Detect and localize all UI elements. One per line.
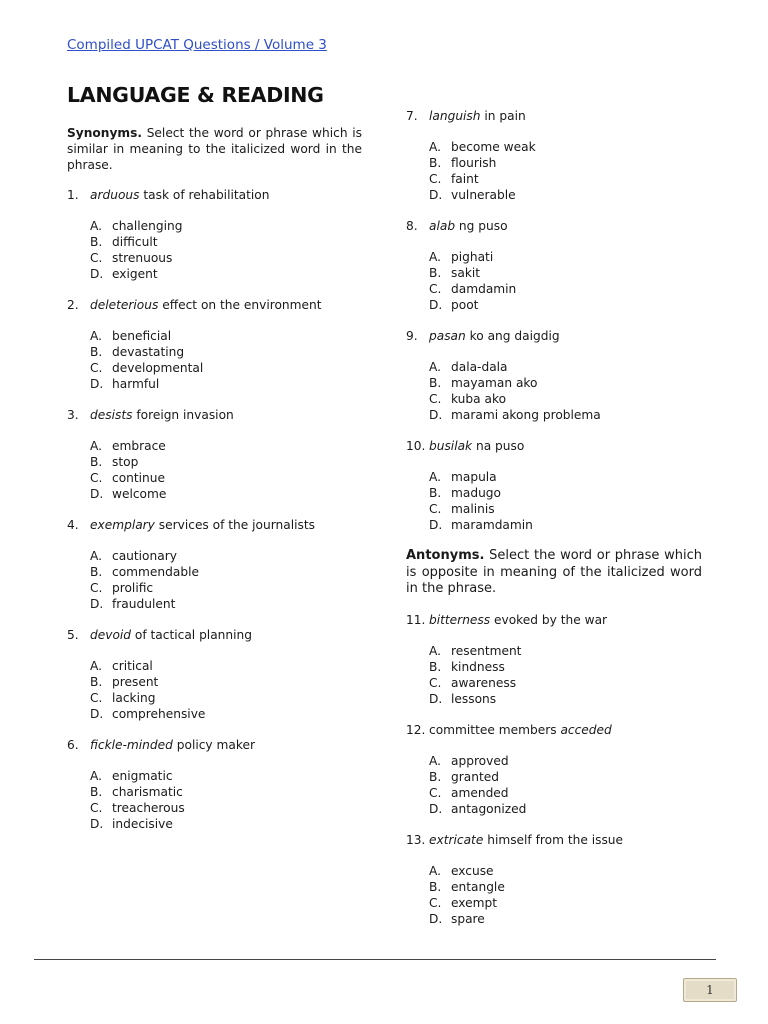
- question-stem: [406, 612, 702, 628]
- question-italic-term: busilak: [429, 439, 473, 453]
- choice-text: present: [112, 675, 159, 689]
- answer-choice: [90, 234, 362, 250]
- answer-choice: [90, 360, 362, 376]
- question-text: [90, 187, 269, 203]
- choice-letter: A.: [429, 863, 441, 878]
- question-item: [67, 407, 362, 502]
- choice-text: sakit: [451, 266, 481, 280]
- question-suffix: himself from the issue: [483, 832, 624, 847]
- question-italic-term: pasan: [429, 329, 466, 343]
- choice-letter: C.: [429, 895, 442, 910]
- choice-letter: A.: [90, 219, 102, 233]
- choice-text: welcome: [112, 487, 167, 501]
- synonyms-heading: Synonyms.: [67, 126, 142, 140]
- answer-choice: [90, 548, 362, 564]
- question-item: [406, 612, 702, 707]
- choice-letter: B.: [429, 376, 442, 390]
- choice-letter: A.: [90, 329, 102, 343]
- question-italic-term: desists: [90, 408, 133, 422]
- choice-text: comprehensive: [112, 707, 206, 721]
- choice-letter: D.: [429, 801, 443, 816]
- choice-letter: A.: [90, 659, 102, 673]
- choice-letter: C.: [90, 691, 103, 705]
- choice-letter: B.: [429, 486, 442, 500]
- choice-text: fraudulent: [112, 597, 176, 611]
- choice-text: commendable: [112, 565, 199, 579]
- choice-text: faint: [451, 172, 479, 186]
- question-suffix: services of the journalists: [154, 518, 315, 532]
- choice-letter: A.: [429, 470, 441, 484]
- choice-letter: A.: [90, 769, 102, 783]
- question-list-right-top: [406, 108, 702, 533]
- choice-letter: C.: [90, 581, 103, 595]
- footer-divider: [34, 959, 716, 960]
- choice-list: [67, 548, 362, 612]
- choice-list: [406, 249, 702, 313]
- choice-text: developmental: [112, 361, 204, 375]
- choice-letter: A.: [90, 549, 102, 563]
- antonyms-instruction-text: Select the word or phrase which is opposite in meaning of the italicized word in the phrase.: [406, 548, 702, 596]
- choice-text: awareness: [451, 675, 517, 690]
- choice-list: [406, 753, 702, 817]
- question-stem: [406, 218, 702, 234]
- question-list-right-bottom: [406, 612, 702, 927]
- question-italic-term: deleterious: [90, 298, 159, 312]
- question-text: [429, 328, 560, 344]
- choice-text: enigmatic: [112, 769, 173, 783]
- answer-choice: [429, 391, 702, 407]
- choice-letter: B.: [429, 659, 442, 674]
- answer-choice: [90, 580, 362, 596]
- question-number: 5.: [67, 628, 79, 642]
- choice-text: challenging: [112, 219, 183, 233]
- choice-text: vulnerable: [451, 188, 516, 202]
- choice-letter: C.: [90, 471, 103, 485]
- choice-list: [406, 863, 702, 927]
- answer-choice: [429, 691, 702, 707]
- question-item: [406, 108, 702, 203]
- question-stem: [67, 187, 362, 203]
- question-item: [67, 297, 362, 392]
- answer-choice: [429, 139, 702, 155]
- answer-choice: [90, 706, 362, 722]
- choice-text: strenuous: [112, 251, 173, 265]
- answer-choice: [429, 485, 702, 501]
- choice-letter: A.: [429, 140, 441, 154]
- answer-choice: [429, 895, 702, 911]
- choice-text: flourish: [451, 156, 497, 170]
- choice-letter: D.: [429, 518, 443, 532]
- question-stem: [67, 407, 362, 423]
- question-number: 4.: [67, 518, 79, 532]
- synonyms-instructions: [67, 125, 362, 173]
- question-suffix: effect on the environment: [158, 298, 322, 312]
- question-item: [67, 627, 362, 722]
- answer-choice: [90, 674, 362, 690]
- choice-letter: D.: [429, 188, 443, 202]
- answer-choice: [429, 187, 702, 203]
- question-stem: [406, 438, 702, 454]
- question-suffix: ko ang daigdig: [465, 329, 560, 343]
- answer-choice: [429, 155, 702, 171]
- choice-letter: B.: [90, 565, 103, 579]
- choice-text: madugo: [451, 486, 501, 500]
- choice-letter: B.: [429, 879, 442, 894]
- choice-letter: D.: [90, 267, 104, 281]
- answer-choice: [90, 596, 362, 612]
- choice-letter: A.: [429, 753, 441, 768]
- choice-text: mapula: [451, 470, 497, 484]
- answer-choice: [429, 769, 702, 785]
- question-stem: [67, 297, 362, 313]
- answer-choice: [90, 344, 362, 360]
- choice-text: lacking: [112, 691, 156, 705]
- choice-letter: C.: [429, 172, 442, 186]
- answer-choice: [90, 454, 362, 470]
- header-volume-link[interactable]: Compiled UPCAT Questions / Volume 3: [67, 37, 327, 53]
- choice-text: resentment: [451, 643, 522, 658]
- choice-letter: D.: [429, 408, 443, 422]
- choice-text: exigent: [112, 267, 158, 281]
- question-italic-term: acceded: [560, 722, 612, 737]
- question-italic-term: extricate: [429, 832, 484, 847]
- choice-text: kindness: [451, 659, 505, 674]
- question-number: 10.: [406, 439, 426, 453]
- question-text: [429, 832, 623, 848]
- question-number: 1.: [67, 188, 79, 202]
- question-number: 7.: [406, 109, 418, 123]
- question-item: [406, 218, 702, 313]
- antonyms-heading: Antonyms.: [406, 548, 485, 563]
- choice-text: exempt: [451, 895, 498, 910]
- choice-text: pighati: [451, 250, 494, 264]
- choice-text: dala-dala: [451, 360, 508, 374]
- choice-text: malinis: [451, 502, 495, 516]
- choice-text: indecisive: [112, 817, 173, 831]
- choice-text: embrace: [112, 439, 166, 453]
- question-stem: [67, 627, 362, 643]
- question-italic-term: fickle-minded: [90, 738, 173, 752]
- choice-list: [67, 658, 362, 722]
- choice-list: [406, 139, 702, 203]
- choice-letter: D.: [90, 707, 104, 721]
- choice-text: lessons: [451, 691, 497, 706]
- choice-list: [406, 469, 702, 533]
- question-text: [90, 737, 255, 753]
- answer-choice: [429, 265, 702, 281]
- page-number-badge: 1: [683, 978, 737, 1002]
- question-italic-term: arduous: [90, 188, 140, 202]
- antonyms-instructions: [406, 548, 702, 598]
- choice-letter: D.: [90, 817, 104, 831]
- question-item: [406, 328, 702, 423]
- choice-text: mayaman ako: [451, 376, 538, 390]
- choice-letter: D.: [429, 298, 443, 312]
- answer-choice: [90, 690, 362, 706]
- answer-choice: [429, 359, 702, 375]
- choice-list: [67, 218, 362, 282]
- question-stem: [67, 737, 362, 753]
- choice-text: antagonized: [451, 801, 527, 816]
- choice-text: kuba ako: [451, 392, 507, 406]
- choice-text: marami akong problema: [451, 408, 601, 422]
- answer-choice: [429, 501, 702, 517]
- answer-choice: [90, 470, 362, 486]
- choice-text: devastating: [112, 345, 185, 359]
- answer-choice: [90, 564, 362, 580]
- answer-choice: [429, 911, 702, 927]
- choice-text: poot: [451, 298, 479, 312]
- choice-text: become weak: [451, 140, 536, 154]
- answer-choice: [429, 171, 702, 187]
- choice-letter: B.: [90, 675, 103, 689]
- answer-choice: [90, 438, 362, 454]
- question-suffix: evoked by the war: [490, 612, 608, 627]
- question-italic-term: exemplary: [90, 518, 155, 532]
- choice-text: amended: [451, 785, 509, 800]
- question-text: [429, 218, 508, 234]
- choice-letter: B.: [429, 156, 442, 170]
- choice-letter: D.: [90, 487, 104, 501]
- choice-text: maramdamin: [451, 518, 533, 532]
- answer-choice: [429, 643, 702, 659]
- answer-choice: [90, 658, 362, 674]
- answer-choice: [429, 753, 702, 769]
- choice-text: granted: [451, 769, 499, 784]
- question-suffix: task of rehabilitation: [139, 188, 270, 202]
- question-italic-term: bitterness: [429, 612, 491, 627]
- question-number: 13.: [406, 832, 426, 847]
- question-suffix: ng puso: [455, 219, 508, 233]
- choice-text: treacherous: [112, 801, 185, 815]
- choice-letter: A.: [429, 360, 441, 374]
- left-column: [67, 125, 362, 847]
- question-item: [67, 737, 362, 832]
- answer-choice: [90, 376, 362, 392]
- choice-text: harmful: [112, 377, 160, 391]
- choice-text: entangle: [451, 879, 505, 894]
- question-suffix: of tactical planning: [131, 628, 252, 642]
- answer-choice: [90, 784, 362, 800]
- question-number: 8.: [406, 219, 418, 233]
- choice-text: prolific: [112, 581, 154, 595]
- choice-list: [67, 328, 362, 392]
- answer-choice: [429, 375, 702, 391]
- question-text: [429, 612, 607, 628]
- choice-letter: B.: [429, 266, 442, 280]
- question-stem: [67, 517, 362, 533]
- question-item: [67, 187, 362, 282]
- choice-text: approved: [451, 753, 509, 768]
- choice-letter: A.: [429, 643, 441, 658]
- question-number: 3.: [67, 408, 79, 422]
- choice-letter: D.: [429, 911, 443, 926]
- question-suffix: na puso: [472, 439, 525, 453]
- choice-text: beneficial: [112, 329, 172, 343]
- question-number: 9.: [406, 329, 418, 343]
- choice-text: cautionary: [112, 549, 177, 563]
- question-stem: [406, 108, 702, 124]
- choice-letter: C.: [429, 785, 442, 800]
- question-text: [90, 517, 315, 533]
- choice-letter: D.: [429, 691, 443, 706]
- question-stem: [406, 328, 702, 344]
- answer-choice: [429, 785, 702, 801]
- question-stem: [406, 722, 702, 738]
- choice-letter: B.: [90, 455, 103, 469]
- question-text: [90, 407, 234, 423]
- question-item: [406, 438, 702, 533]
- answer-choice: [429, 879, 702, 895]
- question-item: [406, 832, 702, 927]
- answer-choice: [90, 266, 362, 282]
- answer-choice: [90, 328, 362, 344]
- choice-list: [67, 768, 362, 832]
- question-italic-term: devoid: [90, 628, 132, 642]
- question-italic-term: languish: [429, 109, 481, 123]
- question-suffix: policy maker: [172, 738, 255, 752]
- choice-letter: C.: [90, 251, 103, 265]
- choice-letter: A.: [429, 250, 441, 264]
- synonyms-instruction-text: Select the word or phrase which is similar in meaning to the italicized word in the phrase.: [67, 126, 362, 172]
- question-stem: [406, 832, 702, 848]
- choice-letter: C.: [429, 282, 442, 296]
- choice-letter: A.: [90, 439, 102, 453]
- answer-choice: [429, 675, 702, 691]
- answer-choice: [429, 297, 702, 313]
- answer-choice: [90, 800, 362, 816]
- question-suffix: in pain: [480, 109, 526, 123]
- answer-choice: [429, 249, 702, 265]
- choice-letter: B.: [90, 785, 103, 799]
- choice-text: continue: [112, 471, 165, 485]
- choice-letter: B.: [90, 345, 103, 359]
- choice-list: [67, 438, 362, 502]
- choice-letter: B.: [90, 235, 103, 249]
- answer-choice: [90, 218, 362, 234]
- question-text: [429, 438, 524, 454]
- page-title: LANGUAGE & READING: [67, 83, 324, 107]
- question-text: [429, 108, 526, 124]
- question-italic-term: alab: [429, 219, 456, 233]
- question-suffix: foreign invasion: [132, 408, 234, 422]
- question-number: 11.: [406, 612, 426, 627]
- choice-letter: C.: [429, 675, 442, 690]
- question-text: [90, 297, 322, 313]
- question-list-left: [67, 187, 362, 832]
- choice-letter: B.: [429, 769, 442, 784]
- choice-text: damdamin: [451, 282, 517, 296]
- answer-choice: [90, 486, 362, 502]
- answer-choice: [429, 517, 702, 533]
- choice-text: stop: [112, 455, 139, 469]
- choice-letter: D.: [90, 597, 104, 611]
- answer-choice: [429, 281, 702, 297]
- answer-choice: [90, 816, 362, 832]
- question-number: 6.: [67, 738, 79, 752]
- choice-letter: C.: [90, 361, 103, 375]
- choice-letter: C.: [90, 801, 103, 815]
- question-item: [67, 517, 362, 612]
- answer-choice: [90, 768, 362, 784]
- question-number: 12.: [406, 722, 426, 737]
- question-text: [429, 722, 612, 738]
- answer-choice: [429, 659, 702, 675]
- question-prefix: committee members: [429, 722, 561, 737]
- answer-choice: [429, 801, 702, 817]
- question-number: 2.: [67, 298, 79, 312]
- answer-choice: [429, 469, 702, 485]
- answer-choice: [429, 863, 702, 879]
- choice-text: excuse: [451, 863, 494, 878]
- right-column: [406, 108, 702, 942]
- choice-text: spare: [451, 911, 485, 926]
- choice-letter: C.: [429, 392, 442, 406]
- answer-choice: [90, 250, 362, 266]
- question-item: [406, 722, 702, 817]
- answer-choice: [429, 407, 702, 423]
- choice-list: [406, 359, 702, 423]
- choice-text: charismatic: [112, 785, 183, 799]
- question-text: [90, 627, 252, 643]
- choice-list: [406, 643, 702, 707]
- choice-text: difficult: [112, 235, 158, 249]
- choice-letter: D.: [90, 377, 104, 391]
- choice-text: critical: [112, 659, 153, 673]
- choice-letter: C.: [429, 502, 442, 516]
